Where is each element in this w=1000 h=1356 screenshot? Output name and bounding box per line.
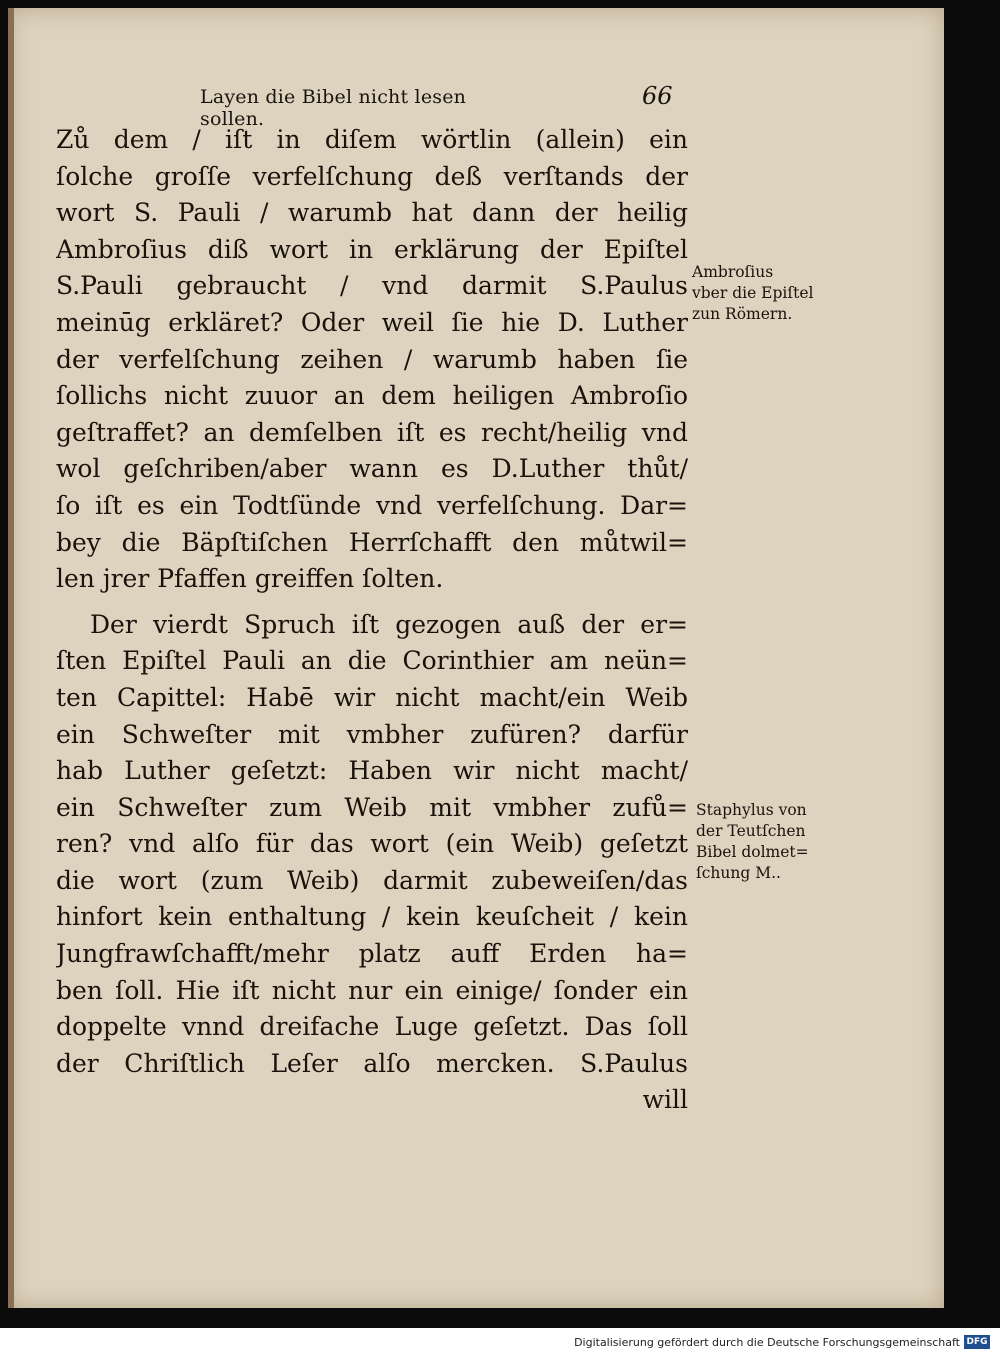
catchword: will: [642, 1085, 688, 1115]
text-line: ein Schweſter zum Weib mit vmbher zufů=: [56, 792, 688, 822]
text-line: Der vierdt Spruch iſt gezogen auß der er=: [90, 609, 688, 639]
text-line: doppelte vnnd dreifache Luge geſetzt. Das ſoll: [56, 1012, 688, 1042]
paragraph-2: [56, 607, 688, 1119]
text-line: der Chriſtlich Leſer alſo mercken. S.Paulus: [56, 1048, 688, 1078]
page-number: 66: [642, 82, 673, 110]
paragraph-gap: [56, 598, 688, 607]
margin-note-line: ſchung M..: [696, 864, 781, 882]
text-line: die wort (zum Weib) darmit zubeweiſen/das: [56, 865, 688, 895]
margin-note-line: Staphylus von: [696, 801, 807, 819]
footer-bar: [0, 1328, 1000, 1356]
funding-credit: Digitalisierung gefördert durch die Deutsche Forschungsgemeinschaft: [574, 1336, 960, 1349]
paragraph-1: [56, 122, 688, 598]
text-line: len jrer Pfaffen greiffen ſolten.: [56, 564, 444, 594]
margin-note-line: Bibel dolmet=: [696, 843, 809, 861]
text-line: ben ſoll. Hie iſt nicht nur ein einige/ ſonder ein: [56, 975, 688, 1005]
text-line: Zů dem / iſt in diſem wörtlin (allein) ein: [56, 125, 688, 154]
main-text-block: [56, 122, 688, 1119]
margin-note-ambrosius: [692, 262, 832, 325]
text-line: ſolche groſſe verfelſchung deß verſtands der: [56, 161, 688, 191]
text-line: Jungfrawſchafft/mehr platz auff Erden ha=: [56, 939, 688, 969]
text-line: ten Capittel: Habē wir nicht macht/ein Weib: [56, 682, 688, 712]
text-line: ren? vnd alſo für das wort (ein Weib) geſetzt: [56, 829, 688, 859]
text-line: ſten Epiſtel Pauli an die Corinthier am neün=: [56, 646, 688, 676]
margin-note-line: der Teutſchen: [696, 822, 806, 840]
text-line: meinūg erkläret? Oder weil ſie hie D. Luther: [56, 307, 688, 337]
text-line: wort S. Pauli / warumb hat dann der heilig: [56, 198, 688, 228]
text-line: S.Pauli gebraucht / vnd darmit S.Paulus: [56, 271, 688, 301]
margin-note-staphylus: [696, 800, 836, 884]
margin-note-line: Ambroſius: [692, 263, 774, 281]
running-head: Layen die Bibel nicht lesen sollen.: [200, 86, 467, 130]
margin-note-line: zun Römern.: [692, 305, 793, 323]
text-line: bey die Bäpſtiſchen Herrſchafft den můtwil=: [56, 527, 688, 557]
dfg-logo: DFG: [964, 1335, 990, 1349]
text-line: Ambroſius diß wort in erklärung der Epiſtel: [56, 234, 688, 264]
text-line: ein Schweſter mit vmbher zufüren? darfür: [56, 719, 688, 749]
text-line: geſtraffet? an demſelben iſt es recht/heilig vnd: [56, 417, 688, 447]
margin-note-line: vber die Epiſtel: [692, 284, 814, 302]
text-line: hab Luther geſetzt: Haben wir nicht macht/: [56, 756, 688, 786]
text-line: ſo iſt es ein Todtſünde vnd verfelſchung. Dar=: [56, 490, 688, 520]
text-line: hinfort kein enthaltung / kein keuſcheit / kein: [56, 902, 688, 932]
page-edge: [8, 8, 14, 1308]
text-line: wol geſchriben/aber wann es D.Luther thůt/: [56, 454, 688, 484]
text-line: ſollichs nicht zuuor an dem heiligen Ambroſio: [56, 381, 688, 411]
text-line: der verfelſchung zeihen / warumb haben ſie: [56, 344, 688, 374]
